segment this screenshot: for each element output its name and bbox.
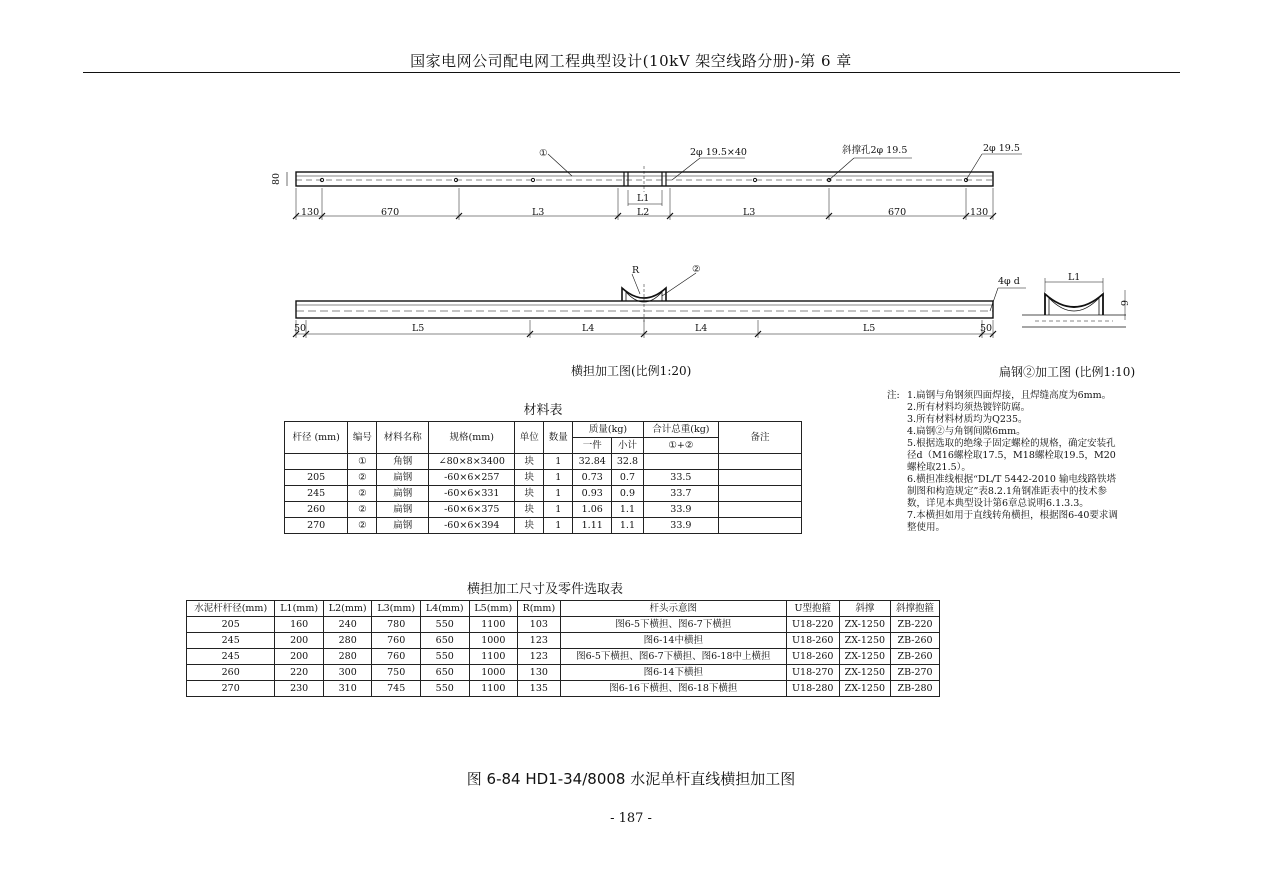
cell: 0.93 — [573, 486, 612, 502]
cell: ① — [348, 454, 377, 470]
cell: 角钢 — [377, 454, 429, 470]
cell: 32.84 — [573, 454, 612, 470]
cell: 280 — [323, 649, 372, 665]
cell: ∠80×8×3400 — [429, 454, 515, 470]
cell: -60×6×394 — [429, 518, 515, 534]
col-name: 材料名称 — [377, 422, 429, 454]
cell: 745 — [372, 681, 421, 697]
cell: 1.11 — [573, 518, 612, 534]
materials-table-title: 材料表 — [523, 403, 563, 418]
label-end-holes: 2φ 19.5 — [983, 143, 1020, 154]
cell: 1 — [544, 486, 573, 502]
cell: 扁钢 — [377, 518, 429, 534]
cell — [719, 470, 802, 486]
cell: 0.7 — [612, 470, 644, 486]
col-header: L2(mm) — [323, 601, 372, 617]
cell: 1100 — [469, 617, 518, 633]
col-unit: 单位 — [515, 422, 544, 454]
cell: 760 — [372, 633, 421, 649]
detail-dim-thickness: 6 — [1118, 300, 1129, 307]
dim-l4-right: L4 — [695, 323, 708, 334]
dim-670-right: 670 — [888, 207, 907, 218]
cell: 0.9 — [612, 486, 644, 502]
cell: 780 — [372, 617, 421, 633]
cell: -60×6×257 — [429, 470, 515, 486]
cell — [719, 486, 802, 502]
cell: ZB-260 — [891, 649, 940, 665]
cell: 270 — [187, 681, 275, 697]
dim-670-left: 670 — [381, 207, 400, 218]
page-number: - 187 - — [610, 811, 652, 826]
cell: 300 — [323, 665, 372, 681]
cell: ZB-280 — [891, 681, 940, 697]
table-row — [187, 681, 940, 697]
cell: 245 — [285, 486, 348, 502]
cell: 220 — [275, 665, 324, 681]
cell: ② — [348, 518, 377, 534]
note-item: 4.扁钢②与角钢间隙6mm。 — [907, 426, 1026, 437]
cell: ZX-1250 — [839, 681, 891, 697]
cell — [643, 454, 718, 470]
col-header: L3(mm) — [372, 601, 421, 617]
cell: 1000 — [469, 633, 518, 649]
cell: 550 — [420, 649, 469, 665]
cell: 123 — [518, 633, 561, 649]
cell: ZX-1250 — [839, 633, 891, 649]
cell: 245 — [187, 649, 275, 665]
dim-l1: L1 — [637, 193, 650, 204]
table-row — [187, 665, 940, 681]
cell: 33.5 — [643, 470, 718, 486]
col-header: L1(mm) — [275, 601, 324, 617]
table-row — [285, 502, 802, 518]
cell: 650 — [420, 665, 469, 681]
cell: 1 — [544, 502, 573, 518]
materials-table — [284, 421, 802, 534]
col-total-line2: ①+② — [643, 438, 718, 454]
dims-table-title: 横担加工尺寸及零件选取表 — [466, 582, 623, 597]
dim-l3-right: L3 — [743, 207, 756, 218]
dims-table — [186, 600, 940, 697]
cell: ② — [348, 470, 377, 486]
col-header: 斜撑抱箍 — [891, 601, 940, 617]
callout-flat-steel: ② — [692, 264, 701, 275]
cell: 550 — [420, 617, 469, 633]
detail-dim-l1: L1 — [1068, 272, 1081, 283]
cell: 扁钢 — [377, 470, 429, 486]
cell: 1 — [544, 518, 573, 534]
flat-steel-detail — [1022, 278, 1126, 327]
cell: 图6-14中横担 — [560, 633, 786, 649]
col-header: L4(mm) — [420, 601, 469, 617]
col-header: R(mm) — [518, 601, 561, 617]
flat-steel-drawing-caption: 扁钢②加工图 (比例1:10) — [999, 365, 1136, 379]
figure-title: 图 6-84 HD1-34/8008 水泥单杆直线横担加工图 — [466, 770, 796, 788]
cell: 块 — [515, 502, 544, 518]
note-item: 1.扁钢与角钢须四面焊接，且焊缝高度为6mm。 — [907, 390, 1112, 401]
cell — [719, 454, 802, 470]
col-header: 杆头示意图 — [560, 601, 786, 617]
col-total-line1: 合计总重(kg) — [643, 422, 718, 438]
dim-130-left: 130 — [301, 207, 320, 218]
col-header: L5(mm) — [469, 601, 518, 617]
cell: ZB-270 — [891, 665, 940, 681]
cell: 260 — [187, 665, 275, 681]
cell: 550 — [420, 681, 469, 697]
col-spec: 规格(mm) — [429, 422, 515, 454]
col-piece: 一件 — [573, 438, 612, 454]
cell: U18-260 — [786, 649, 839, 665]
dim-l3-left: L3 — [532, 207, 545, 218]
cell: ② — [348, 502, 377, 518]
cell: U18-280 — [786, 681, 839, 697]
notes-block — [887, 390, 1137, 534]
cell: 135 — [518, 681, 561, 697]
col-qty: 数量 — [544, 422, 573, 454]
table-row — [187, 617, 940, 633]
cell: 0.73 — [573, 470, 612, 486]
notes-label: 注: — [887, 390, 900, 401]
dim-130-right: 130 — [970, 207, 989, 218]
cell: 1.06 — [573, 502, 612, 518]
cell: 33.9 — [643, 518, 718, 534]
cell — [719, 518, 802, 534]
cell: 图6-16下横担、图6-18下横担 — [560, 681, 786, 697]
cell: ZX-1250 — [839, 665, 891, 681]
cell — [719, 502, 802, 518]
cell: ② — [348, 486, 377, 502]
cell: -60×6×331 — [429, 486, 515, 502]
page-header-title: 国家电网公司配电网工程典型设计(10kV 架空线路分册)-第 6 章 — [410, 52, 852, 70]
col-mass: 质量(kg) — [573, 422, 643, 438]
cell: ZB-220 — [891, 617, 940, 633]
dim-l2: L2 — [637, 207, 650, 218]
cell: 图6-14下横担 — [560, 665, 786, 681]
cell: 130 — [518, 665, 561, 681]
col-subtotal: 小计 — [612, 438, 644, 454]
cell: 块 — [515, 486, 544, 502]
cell: 230 — [275, 681, 324, 697]
cell: 32.8 — [612, 454, 644, 470]
cell: 270 — [285, 518, 348, 534]
cell: 1 — [544, 470, 573, 486]
note-item: 5.根据选取的绝缘子固定螺栓的规格，确定安装孔径d（M16螺栓取17.5，M18螺栓取19.5，M20螺栓取21.5）。 — [907, 438, 1116, 473]
table-row — [285, 470, 802, 486]
table-row — [285, 454, 802, 470]
dim-50-left: 50 — [294, 323, 307, 334]
cell: 200 — [275, 633, 324, 649]
note-item: 6.横担准线根据“DL/T 5442-2010 输电线路铁塔制图和构造规定”表8.2.1角钢准距表中的技术参数，详见本典型设计第6章总说明6.1.3.3。 — [907, 474, 1116, 509]
cell: 扁钢 — [377, 502, 429, 518]
dim-l4-left: L4 — [582, 323, 595, 334]
cell: 280 — [323, 633, 372, 649]
cell: 200 — [275, 649, 324, 665]
cell — [285, 454, 348, 470]
cell: 33.9 — [643, 502, 718, 518]
table-row — [187, 633, 940, 649]
dim-l5-left: L5 — [412, 323, 425, 334]
col-no: 编号 — [348, 422, 377, 454]
cell: 块 — [515, 454, 544, 470]
cell: 310 — [323, 681, 372, 697]
dim-50-right: 50 — [980, 323, 993, 334]
callout-angle-steel: ① — [539, 148, 548, 159]
cell: 750 — [372, 665, 421, 681]
cell: U18-260 — [786, 633, 839, 649]
cell: 1100 — [469, 649, 518, 665]
cell: ZX-1250 — [839, 649, 891, 665]
cell: 160 — [275, 617, 324, 633]
cell: U18-270 — [786, 665, 839, 681]
table-row — [285, 486, 802, 502]
cell: -60×6×375 — [429, 502, 515, 518]
cell: U18-220 — [786, 617, 839, 633]
cell: 33.7 — [643, 486, 718, 502]
cell: 图6-5下横担、图6-7下横担 — [560, 617, 786, 633]
cell: 205 — [285, 470, 348, 486]
cell: 1100 — [469, 681, 518, 697]
col-remark: 备注 — [719, 422, 802, 454]
table-row — [187, 649, 940, 665]
label-4-holes: 4φ d — [998, 276, 1020, 287]
cell: 245 — [187, 633, 275, 649]
label-radius: R — [632, 265, 640, 276]
col-pole-dia: 杆径 (mm) — [285, 422, 348, 454]
label-brace-hole: 斜撑孔2φ 19.5 — [842, 145, 908, 156]
note-item: 2.所有材料均须热镀锌防腐。 — [907, 402, 1031, 413]
cell: 1.1 — [612, 518, 644, 534]
col-header: 水泥杆杆径(mm) — [187, 601, 275, 617]
cell: 760 — [372, 649, 421, 665]
cell: 240 — [323, 617, 372, 633]
cell: 1.1 — [612, 502, 644, 518]
dim-height: 80 — [271, 172, 282, 185]
cell: 1000 — [469, 665, 518, 681]
cell: 扁钢 — [377, 486, 429, 502]
cell: 块 — [515, 470, 544, 486]
cell: ZB-260 — [891, 633, 940, 649]
cell: 260 — [285, 502, 348, 518]
crossarm-front-view — [293, 273, 1026, 338]
table-row — [285, 518, 802, 534]
note-item: 7.本横担如用于直线转角横担，根据图6-40要求调整使用。 — [907, 510, 1118, 533]
col-header: U型抱箍 — [786, 601, 839, 617]
cell: 图6-5下横担、图6-7下横担、图6-18中上横担 — [560, 649, 786, 665]
cell: 650 — [420, 633, 469, 649]
dim-l5-right: L5 — [863, 323, 876, 334]
cell: 块 — [515, 518, 544, 534]
label-center-holes: 2φ 19.5×40 — [690, 147, 747, 158]
cell: 205 — [187, 617, 275, 633]
crossarm-drawing-caption: 横担加工图(比例1:20) — [571, 364, 692, 378]
note-item: 3.所有材料材质均为Q235。 — [907, 414, 1028, 425]
col-header: 斜撑 — [839, 601, 891, 617]
cell: 123 — [518, 649, 561, 665]
cell: 103 — [518, 617, 561, 633]
cell: ZX-1250 — [839, 617, 891, 633]
cell: 1 — [544, 454, 573, 470]
